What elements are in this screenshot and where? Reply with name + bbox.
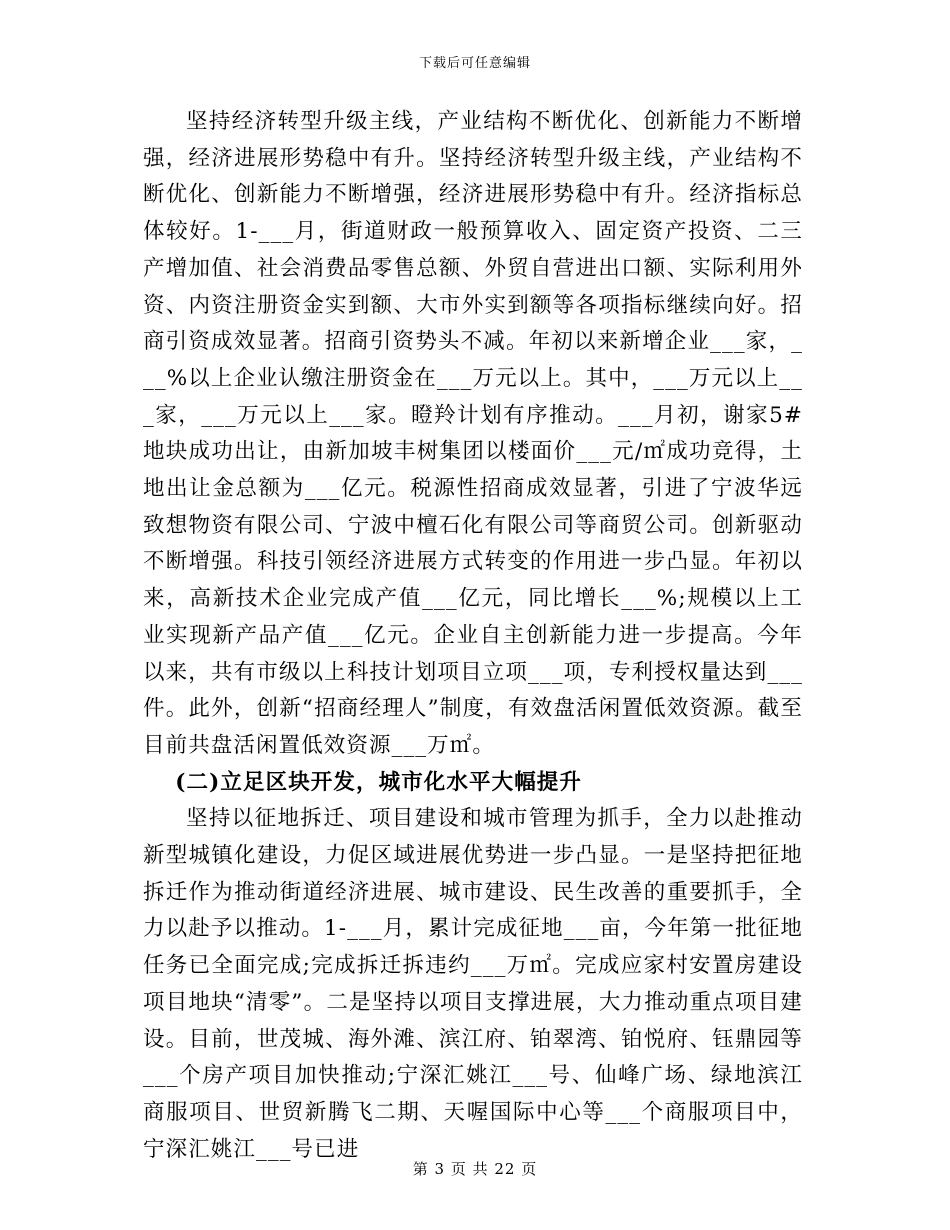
document-body (143, 104, 803, 1168)
section-heading: (二)立足区块开发，城市化水平大幅提升 (175, 769, 582, 795)
page-number: 第 3 页 共 22 页 (412, 1160, 538, 1178)
body-paragraph: 坚持以征地拆迁、项目建设和城市管理为抓手，全力以赴推动新型城镇化建设，力促区域进展优势进一步凸显。一是坚持把征地拆迁作为推动街道经济进展、城市建设、民生改善的重要抓手，全力以赴予以推动。1-___月，累计完成征地___亩，今年第一批征地任务已全面完成;完成拆迁拆违约___万㎡。完成应家村安置房建设项目地块“清零”。二是坚持以项目支撑进展，大力推动重点项目建设。目前，世茂城、海外滩、滨江府、铂翠湾、铂悦府、钰鼎园等___个房产项目加快推动;宁深汇姚江___号、仙峰广场、绿地滨江商服项目、世贸新腾飞二期、天喔国际中心等___个商服项目中，宁深汇姚江___号已进 (143, 806, 803, 1162)
body-paragraph: 坚持经济转型升级主线，产业结构不断优化、创新能力不断增强，经济进展形势稳中有升。坚持经济转型升级主线，产业结构不断优化、创新能力不断增强，经济进展形势稳中有升。经济指标总体较好。1-___月，街道财政一般预算收入、固定资产投资、二三产增加值、社会消费品零售总额、外贸自营进出口额、实际利用外资、内资注册资金实到额、大市外实到额等各项指标继续向好。招商引资成效显著。招商引资势头不减。年初以来新增企业___家，___%以上企业认缴注册资金在___万元以上。其中，___万元以上___家，___万元以上___家。瞪羚计划有序推动。___月初，谢家5#地块成功出让，由新加坡丰树集团以楼面价___元/㎡成功竞得，土地出让金总额为___亿元。税源性招商成效显著，引进了宁波华远致想物资有限公司、宁波中檀石化有限公司等商贸公司。创新驱动不断增强。科技引领经济进展方式转变的作用进一步凸显。年初以来，高新技术企业完成产值___亿元，同比增长___%;规模以上工业实现新产品产值___亿元。企业自主创新能力进一步提高。今年以来，共有市级以上科技计划项目立项___项，专利授权量达到___件。此外，创新“招商经理人”制度，有效盘活闲置低效资源。截至目前共盘活闲置低效资源___万㎡。 (143, 109, 803, 758)
page-header: 下载后可任意编辑 (418, 56, 531, 71)
